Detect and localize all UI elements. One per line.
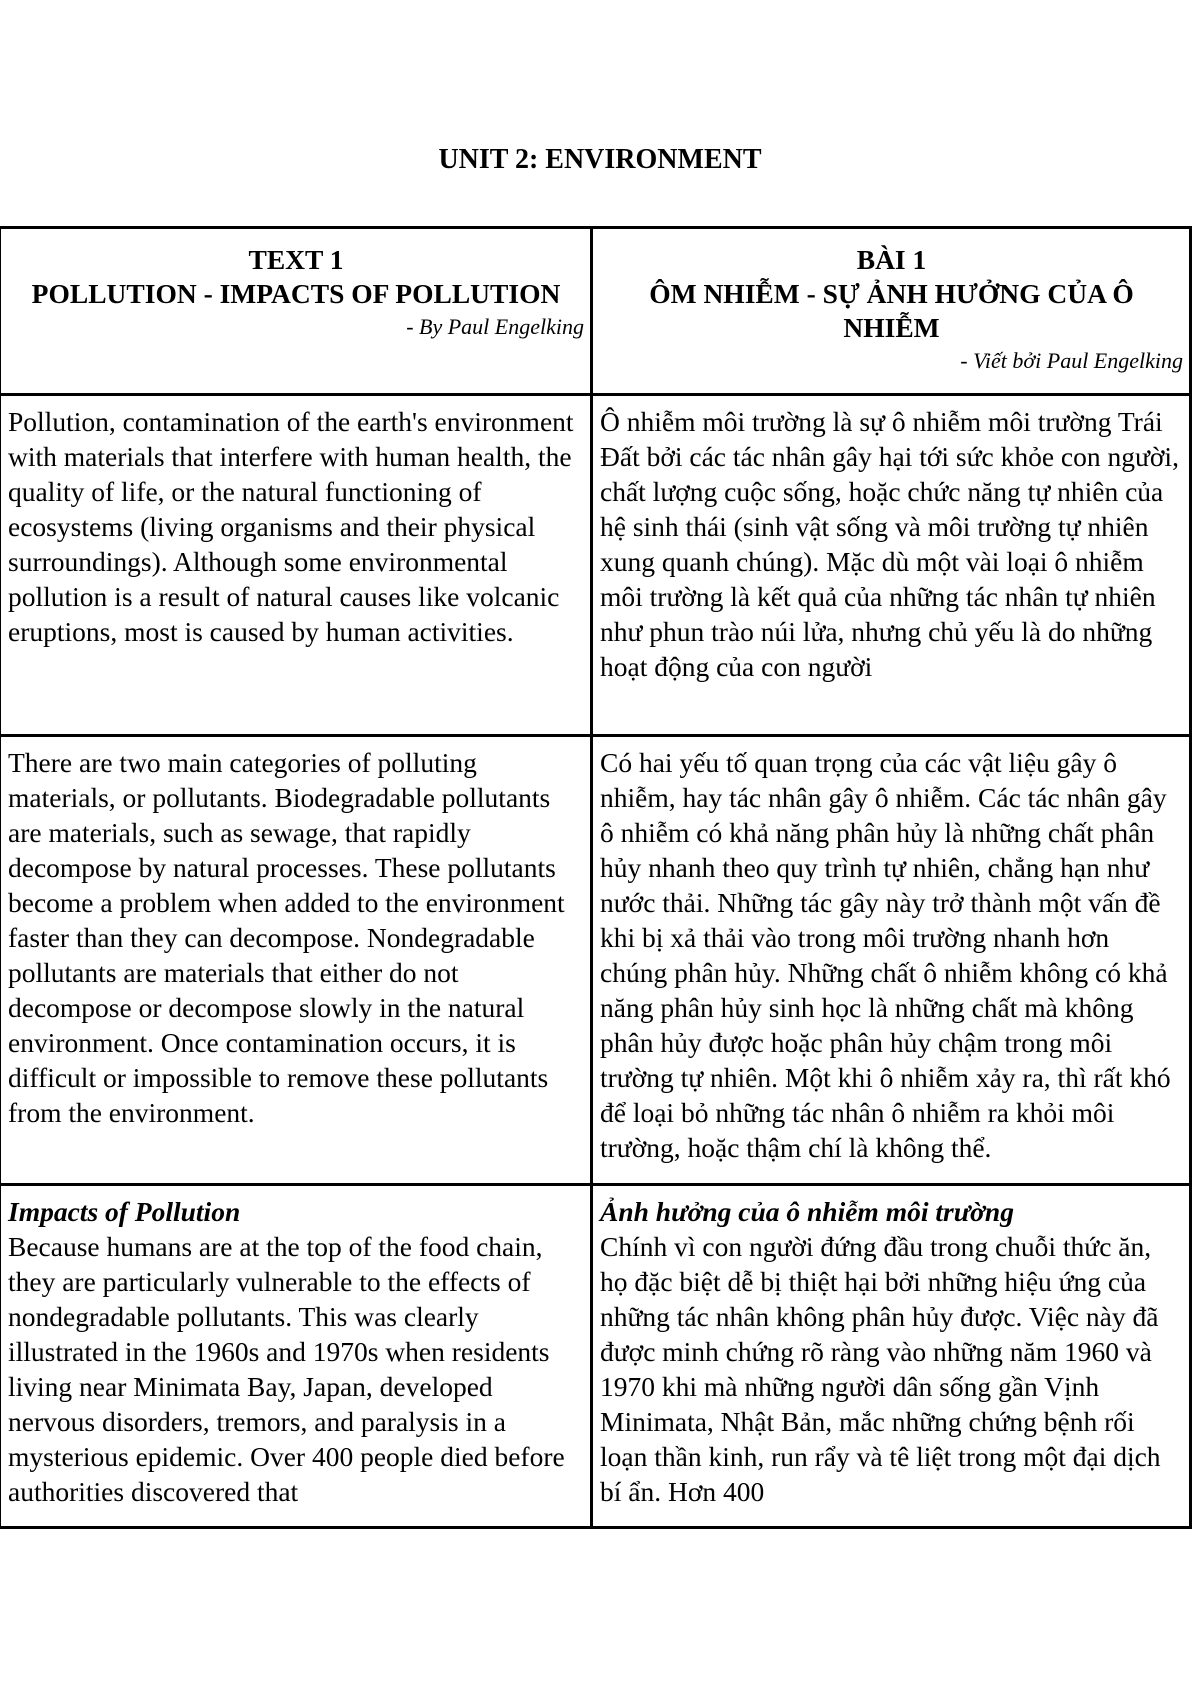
section-heading-en: Impacts of Pollution <box>8 1196 241 1227</box>
header-en-cell <box>0 228 592 395</box>
paragraph-en: Pollution, contamination of the earth's environment with materials that interfere with human health, the quality of life, or the natural functioning of ecosystems (living organisms and their physical surroundings). Although some environmental pollution is a result of natural causes like volcanic eruptions, most is caused by human activities. <box>0 395 592 736</box>
header-vi-cell <box>592 228 1191 395</box>
paragraph-vi: Chính vì con người đứng đầu trong chuỗi thức ăn, họ đặc biệt dễ bị thiệt hại bởi những hiệu ứng của những tác nhân không phân hủy được. Việc này đã được minh chứng rõ ràng vào những năm 1960 và 1970 khi mà những người dân sống gần Vịnh Minimata, Nhật Bản, mắc những chứng bệnh rối loạn thần kinh, run rẩy và tê liệt trong một đại dịch bí ẩn. Hơn 400 <box>600 1231 1161 1507</box>
section-heading-vi: Ảnh hưởng của ô nhiễm môi trường <box>600 1196 1014 1227</box>
header-vi-label: BÀI 1 <box>856 244 927 275</box>
table-header-row <box>0 228 1191 395</box>
header-vi-byline: - Viết bởi Paul Engelking <box>960 348 1183 373</box>
table-row <box>0 1185 1191 1528</box>
paragraph-vi: Ô nhiễm môi trường là sự ô nhiễm môi trường Trái Đất bởi các tác nhân gây hại tới sức khỏe con người, chất lượng cuộc sống, hoặc chức năng tự nhiên của hệ sinh thái (sinh vật sống và môi trường tự nhiên xung quanh chúng). Mặc dù một vài loại ô nhiễm môi trường là kết quả của những tác nhân tự nhiên như phun trào núi lửa, nhưng chủ yếu là do những hoạt động của con người <box>592 395 1191 736</box>
unit-title: UNIT 2: ENVIRONMENT <box>438 144 762 175</box>
paragraph-en: Because humans are at the top of the food chain, they are particularly vulnerable to the effects of nondegradable pollutants. This was clearly illustrated in the 1960s and 1970s when residents living near Minimata Bay, Japan, developed nervous disorders, tremors, and paralysis in a mysterious epidemic. Over 400 people died before authorities discovered that <box>8 1231 565 1507</box>
header-en-label: TEXT 1 <box>248 244 344 275</box>
bilingual-table <box>0 226 1192 1529</box>
section-en-cell <box>0 1185 592 1528</box>
header-vi-title: ÔM NHIỄM - SỰ ẢNH HƯỞNG CỦA Ô NHIỄM <box>649 278 1134 343</box>
header-en-byline: - By Paul Engelking <box>406 314 584 339</box>
table-row <box>0 736 1191 1185</box>
paragraph-en: There are two main categories of polluting materials, or pollutants. Biodegradable pollutants are materials, such as sewage, that rapidly decompose by natural processes. These pollutants become a problem when added to the environment faster than they can decompose. Nondegradable pollutants are materials that either do not decompose or decompose slowly in the natural environment. Once contamination occurs, it is difficult or impossible to remove these pollutants from the environment. <box>0 736 592 1185</box>
table-row <box>0 395 1191 736</box>
paragraph-vi: Có hai yếu tố quan trọng của các vật liệu gây ô nhiễm, hay tác nhân gây ô nhiễm. Các tác nhân gây ô nhiễm có khả năng phân hủy là những chất phân hủy nhanh theo quy trình tự nhiên, chẳng hạn như nước thải. Những tác gây này trở thành một vấn đề khi bị xả thải vào trong môi trường nhanh hơn chúng phân hủy. Những chất ô nhiễm không có khả năng phân hủy sinh học là những chất mà không phân hủy được hoặc phân hủy chậm trong môi trường tự nhiên. Một khi ô nhiễm xảy ra, thì rất khó để loại bỏ những tác nhân ô nhiễm ra khỏi môi trường, hoặc thậm chí là không thể. <box>592 736 1191 1185</box>
section-vi-cell <box>592 1185 1191 1528</box>
header-en-title: POLLUTION - IMPACTS OF POLLUTION <box>31 278 561 309</box>
